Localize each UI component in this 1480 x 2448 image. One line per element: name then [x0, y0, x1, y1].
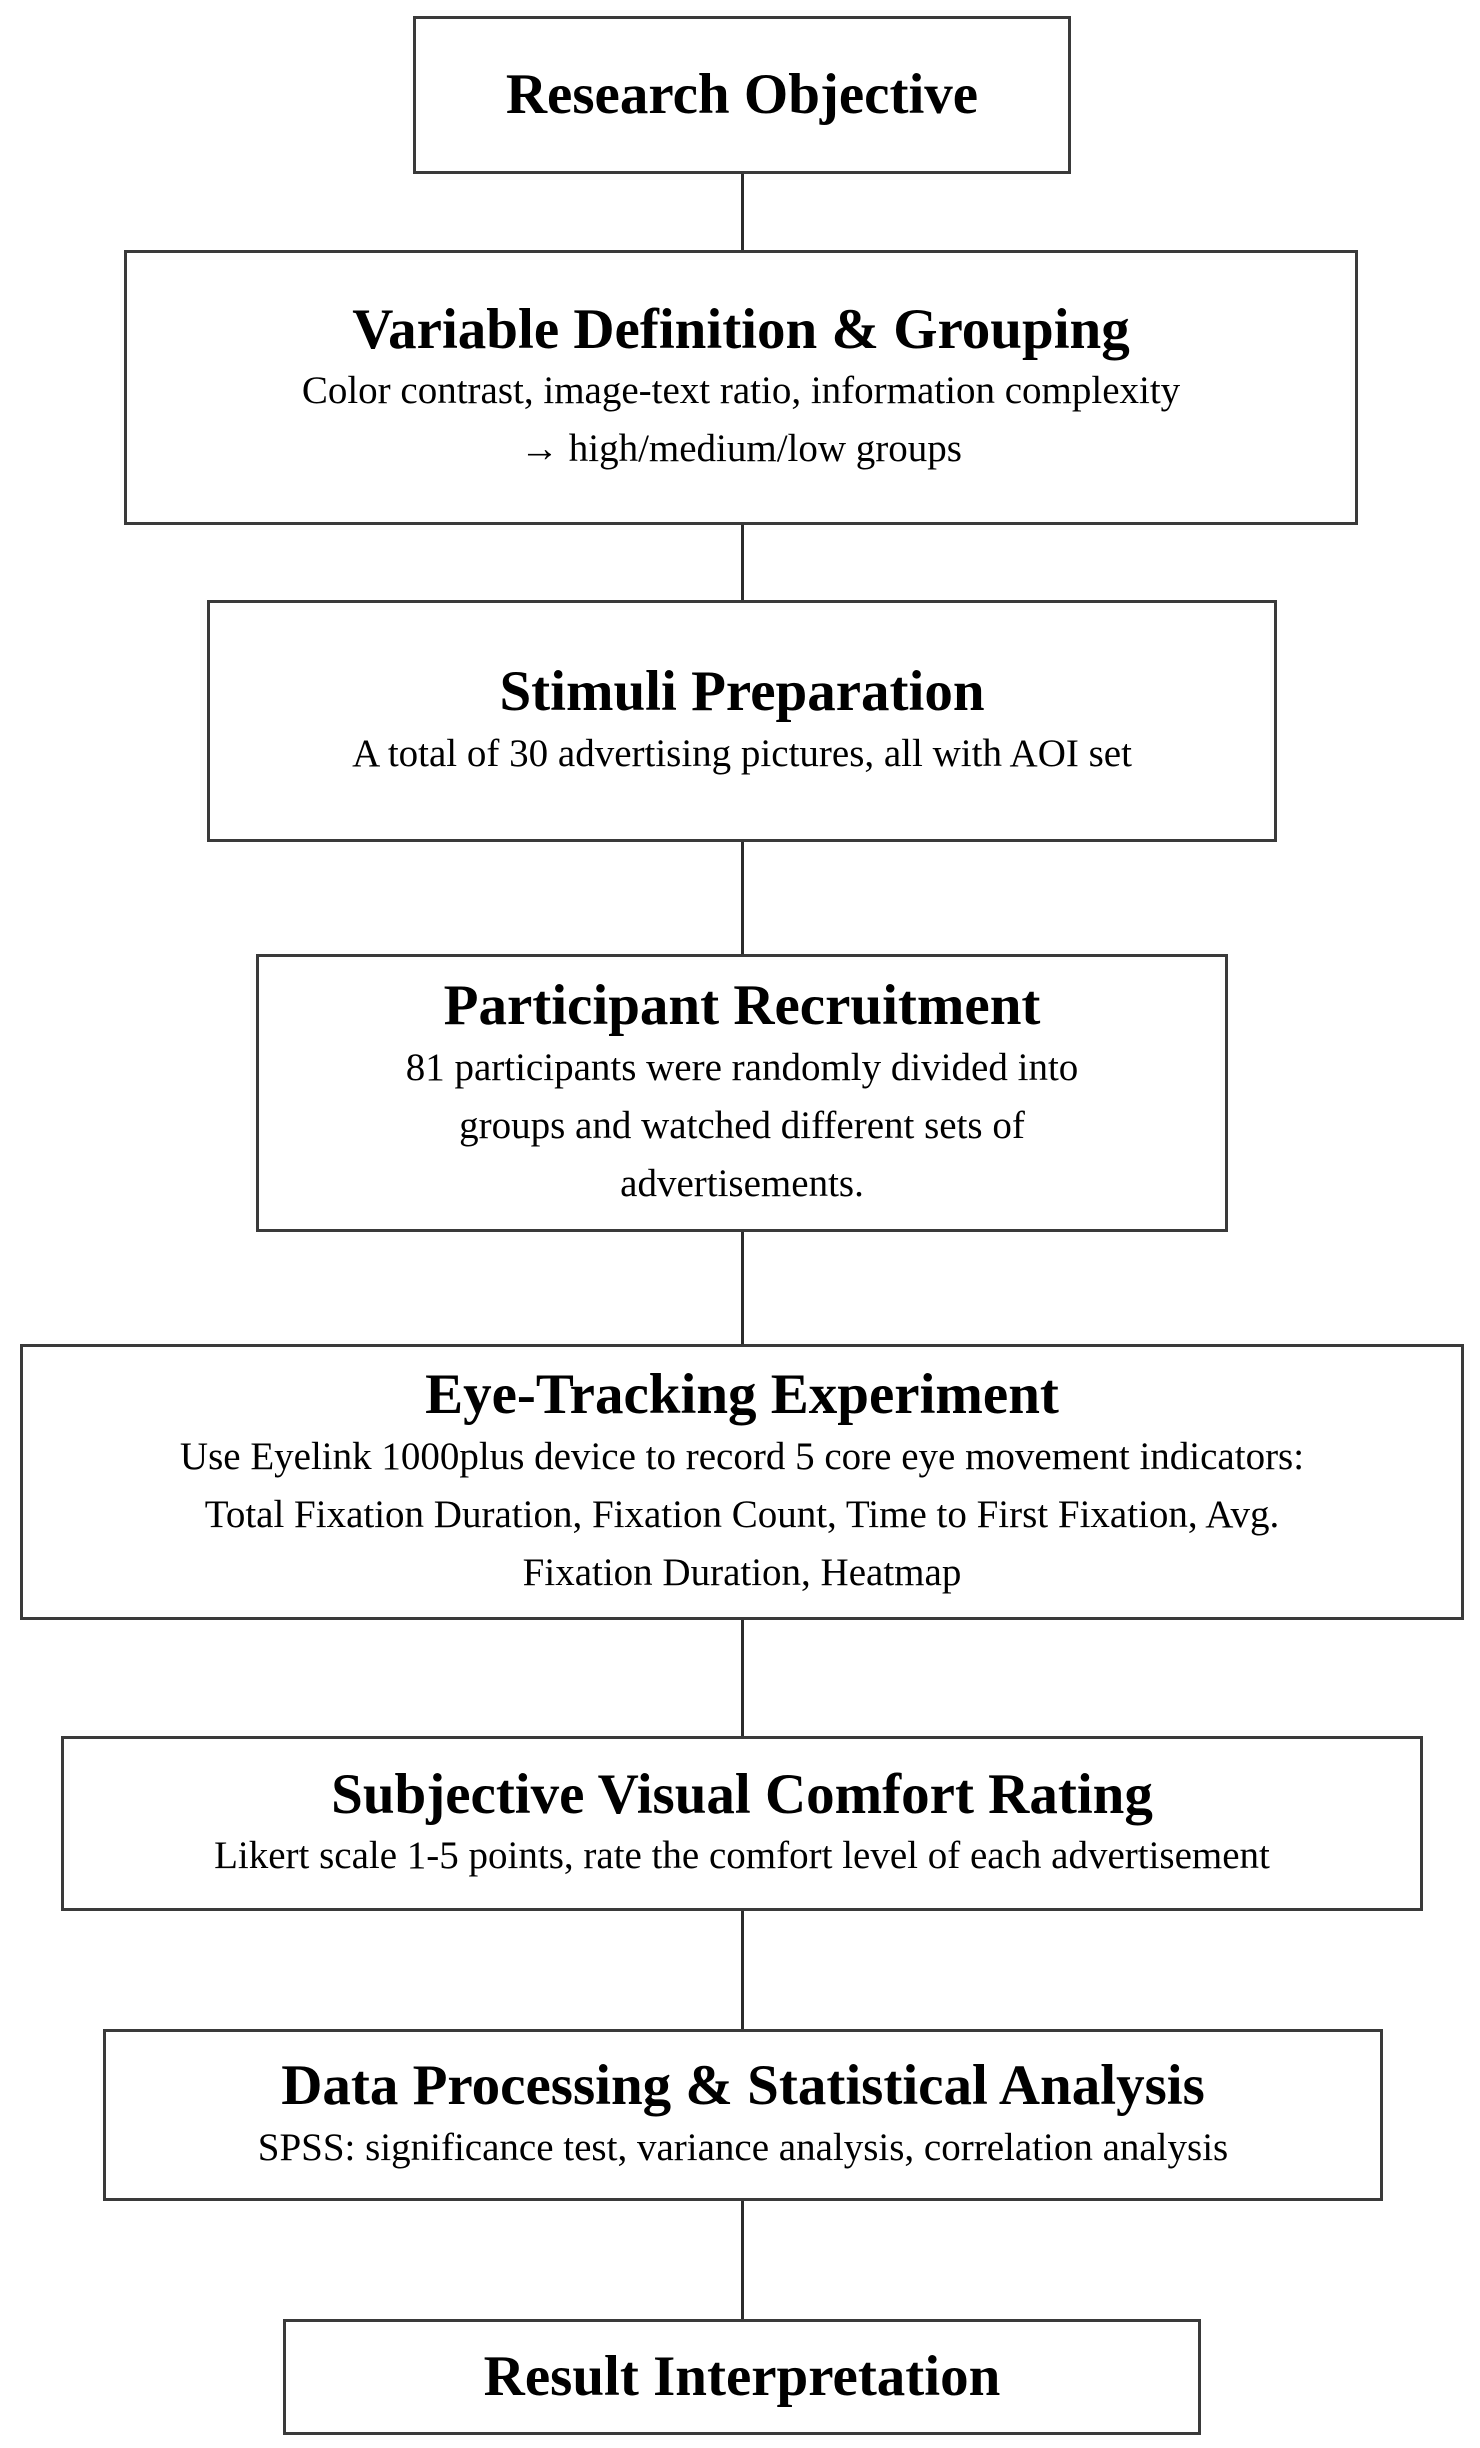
description-line: groups and watched different sets of [459, 1103, 1025, 1147]
step-eye-tracking-experiment [20, 1344, 1464, 1620]
step-description [406, 1039, 1079, 1213]
connector-line [741, 1911, 744, 2029]
step-participant-recruitment [256, 954, 1228, 1232]
step-description [180, 1428, 1304, 1602]
step-research-objective [413, 16, 1071, 174]
description-line: → high/medium/low groups [519, 427, 962, 471]
connector-line [741, 1620, 744, 1736]
description-line: SPSS: significance test, variance analysis, correlation analysis [257, 2125, 1229, 2169]
description-line: Fixation Duration, Heatmap [522, 1550, 962, 1594]
step-variable-definition [124, 250, 1358, 525]
description-line: Use Eyelink 1000plus device to record 5 core eye movement indicators: [179, 1434, 1305, 1478]
description-line: A total of 30 advertising pictures, all with AOI set [352, 731, 1132, 775]
connector-line [741, 2201, 744, 2319]
step-title: Result Interpretation [483, 2345, 1001, 2409]
step-title: Variable Definition & Grouping [352, 297, 1130, 361]
step-description [258, 2119, 1228, 2177]
step-description [214, 1827, 1270, 1885]
connector-line [741, 174, 744, 250]
description-line: 81 participants were randomly divided into [405, 1045, 1079, 1089]
step-description [302, 362, 1180, 478]
connector-line [741, 842, 744, 954]
step-title: Participant Recruitment [443, 974, 1041, 1038]
description-line: advertisements. [620, 1161, 864, 1205]
step-title: Subjective Visual Comfort Rating [331, 1762, 1153, 1826]
connector-line [741, 1232, 744, 1344]
step-title: Eye-Tracking Experiment [425, 1363, 1059, 1427]
description-line: Total Fixation Duration, Fixation Count, Time to First Fixation, Avg. [204, 1492, 1280, 1536]
step-title: Stimuli Preparation [499, 660, 985, 724]
step-subjective-comfort-rating [61, 1736, 1423, 1911]
step-stimuli-preparation [207, 600, 1277, 842]
step-title: Data Processing & Statistical Analysis [281, 2054, 1205, 2118]
step-title: Research Objective [505, 63, 979, 127]
connector-line [741, 525, 744, 600]
description-line: Color contrast, image-text ratio, information complexity [301, 369, 1181, 413]
step-data-processing [103, 2029, 1383, 2201]
step-result-interpretation [283, 2319, 1201, 2435]
description-line: Likert scale 1-5 points, rate the comfort level of each advertisement [214, 1834, 1270, 1878]
step-description [352, 725, 1132, 783]
